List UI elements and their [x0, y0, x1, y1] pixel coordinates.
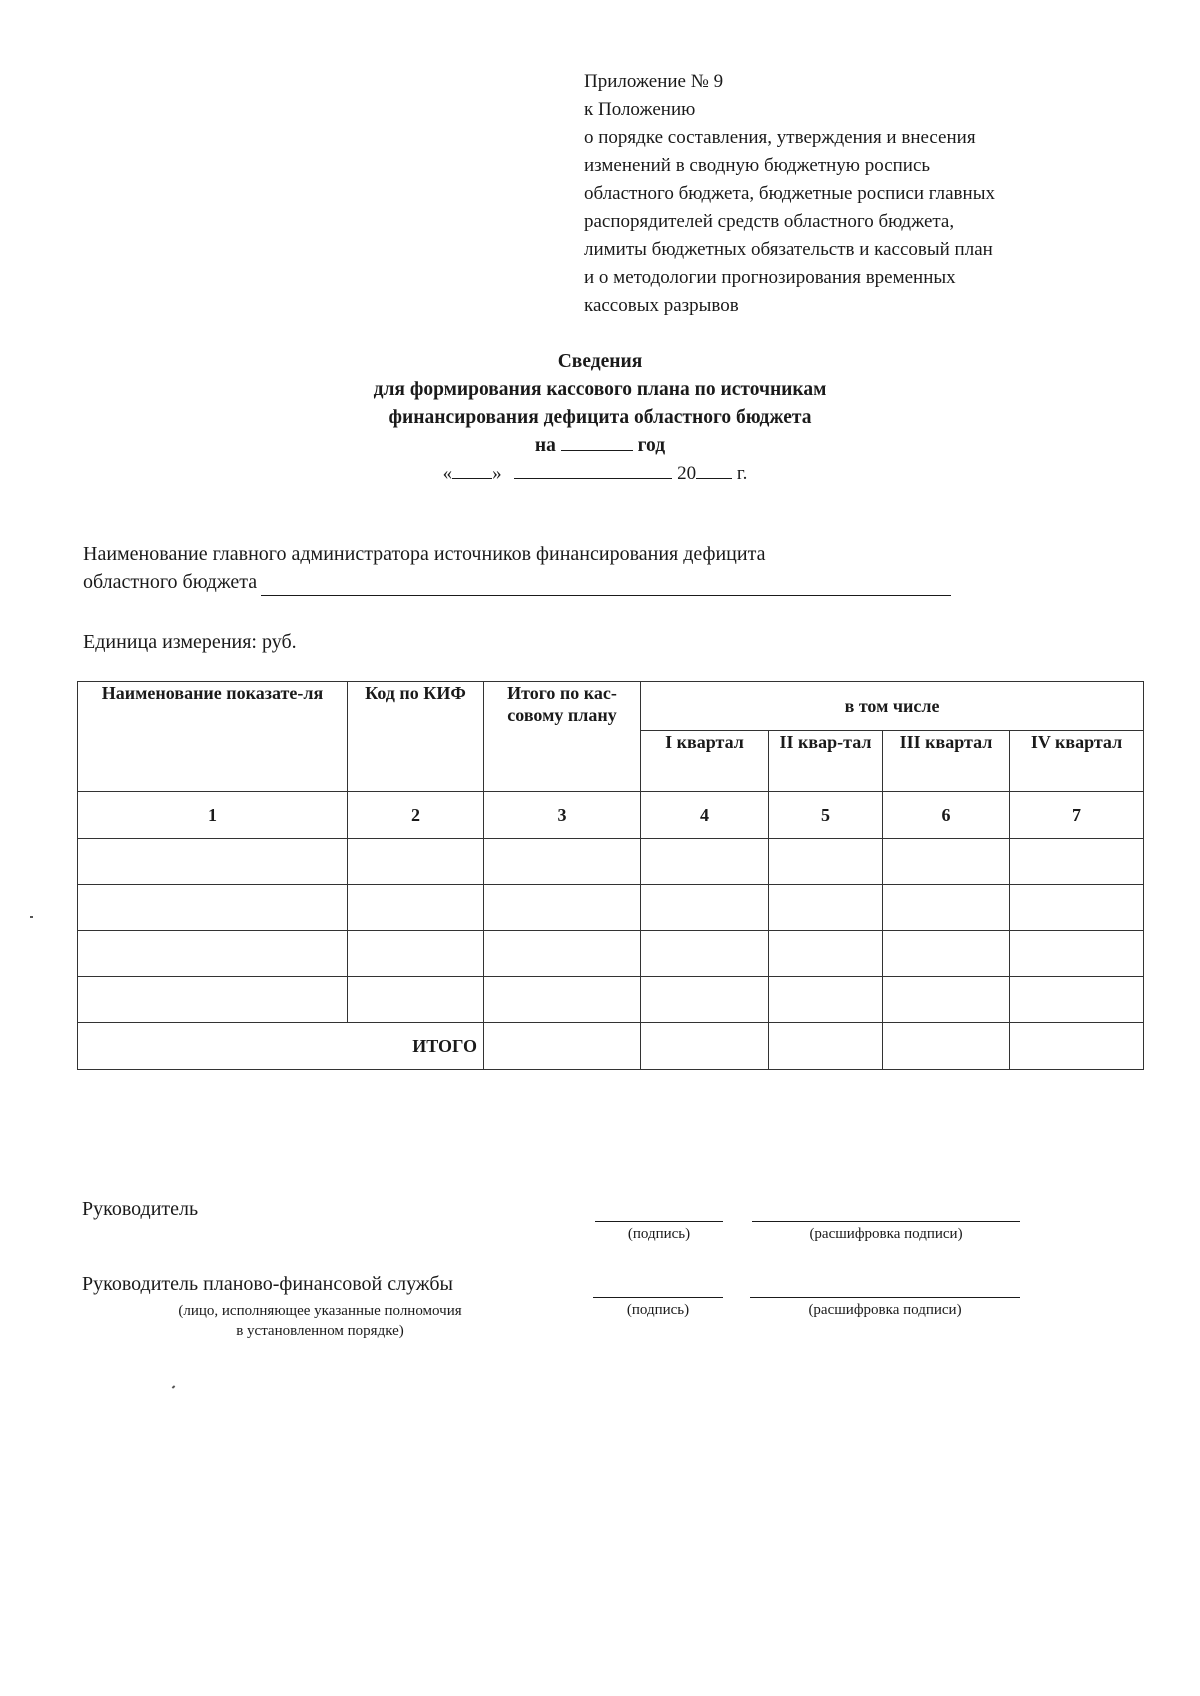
planning-head-note: [110, 1301, 530, 1341]
administrator-label-line1: Наименование главного администратора источников финансирования дефицита: [83, 543, 766, 565]
date-year-prefix: 20: [677, 463, 697, 484]
table-cell: [641, 839, 769, 885]
table-cell: [78, 931, 348, 977]
table-cell: [641, 977, 769, 1023]
column-number: 3: [484, 792, 641, 839]
table-cell: [1010, 1023, 1144, 1070]
administrator-blank: [261, 575, 951, 596]
header-kif: Код по КИФ: [348, 682, 484, 792]
title-year-line: [0, 432, 1200, 460]
table-cell: [484, 1023, 641, 1070]
appendix-line: распорядителей средств областного бюджета,: [584, 211, 955, 232]
table-cell: [883, 839, 1010, 885]
date-line: [0, 460, 1190, 488]
header-q4: IV квартал: [1010, 731, 1144, 792]
table-cell: [883, 1023, 1010, 1070]
head-signature-slot: [595, 1221, 723, 1243]
cash-plan-table: [77, 681, 1144, 1070]
table-cell: [883, 931, 1010, 977]
table-cell: [883, 977, 1010, 1023]
table-header-row: [78, 682, 1144, 731]
appendix-line: изменений в сводную бюджетную роспись: [584, 155, 931, 176]
table-row: [78, 885, 1144, 931]
table-cell: [1010, 885, 1144, 931]
month-blank: [514, 460, 672, 479]
table-cell: [484, 885, 641, 931]
decoding-line: [752, 1221, 1020, 1222]
table-cell: [641, 1023, 769, 1070]
scan-speck: [30, 916, 33, 918]
table-cell: [769, 1023, 883, 1070]
column-number: 1: [78, 792, 348, 839]
appendix-line: областного бюджета, бюджетные росписи главных: [584, 183, 995, 204]
signature-line: [595, 1221, 723, 1222]
year-digits-blank: [696, 460, 732, 479]
header-total: Итого по кас-совому плану: [484, 682, 641, 792]
planning-head-signature-label: Руководитель планово-финансовой службы: [82, 1273, 453, 1295]
table-cell: [484, 977, 641, 1023]
appendix-line: к Положению: [584, 99, 696, 120]
table-cell: [769, 839, 883, 885]
table-row: [78, 839, 1144, 885]
appendix-reference: [584, 68, 1144, 320]
administrator-label-line2: областного бюджета: [83, 571, 258, 593]
table-cell: [641, 931, 769, 977]
planning-decoding-slot: [750, 1297, 1020, 1319]
planning-signature-slot: [593, 1297, 723, 1319]
administrator-field: [83, 540, 1083, 596]
appendix-line: о порядке составления, утверждения и внесения: [584, 127, 976, 148]
date-close-quote: »: [492, 463, 502, 484]
title-line: Сведения: [557, 351, 643, 372]
appendix-line: кассовых разрывов: [584, 295, 739, 316]
table-cell: [348, 885, 484, 931]
table-cell: [78, 839, 348, 885]
header-q2: II квар-тал: [769, 731, 883, 792]
table-cell: [78, 885, 348, 931]
header-including: в том числе: [641, 682, 1144, 731]
column-number: 5: [769, 792, 883, 839]
document-title: [0, 348, 1200, 460]
signature-caption: (подпись): [626, 1302, 690, 1318]
header-q1: I квартал: [641, 731, 769, 792]
table-cell: [78, 977, 348, 1023]
day-blank: [452, 460, 492, 479]
decoding-line: [750, 1297, 1020, 1298]
planning-note-line: (лицо, исполняющее указанные полномочия: [178, 1303, 462, 1319]
table-cell: [484, 839, 641, 885]
scan-speck: [172, 1385, 176, 1388]
administrator-label-row: [83, 568, 1083, 596]
table-cell: [641, 885, 769, 931]
column-number: 6: [883, 792, 1010, 839]
column-number: 7: [1010, 792, 1144, 839]
header-q3: III квартал: [883, 731, 1010, 792]
date-open-quote: «: [442, 463, 453, 484]
title-year-suffix: год: [637, 435, 666, 456]
unit-of-measure: Единица измерения: руб.: [83, 631, 297, 653]
decoding-caption: (расшифровка подписи): [808, 1302, 962, 1318]
title-year-prefix: на: [534, 435, 556, 456]
total-label: ИТОГО: [78, 1023, 484, 1070]
date-year-suffix: г.: [736, 463, 748, 484]
table-cell: [883, 885, 1010, 931]
table-cell: [348, 977, 484, 1023]
year-blank: [561, 432, 633, 451]
title-line: для формирования кассового плана по источникам: [373, 379, 827, 400]
table-cell: [348, 931, 484, 977]
table-cell: [484, 931, 641, 977]
table-cell: [348, 839, 484, 885]
head-decoding-slot: [752, 1221, 1020, 1243]
column-number-row: [78, 792, 1144, 839]
signature-line: [593, 1297, 723, 1298]
appendix-line: Приложение № 9: [584, 71, 724, 92]
head-signature-label: Руководитель: [82, 1198, 199, 1220]
table-row: [78, 977, 1144, 1023]
table-cell: [769, 885, 883, 931]
decoding-caption: (расшифровка подписи): [809, 1226, 963, 1242]
table-cell: [1010, 839, 1144, 885]
planning-note-line: в установленном порядке): [236, 1323, 404, 1339]
total-row: [78, 1023, 1144, 1070]
header-name: Наименование показате-ля: [78, 682, 348, 792]
appendix-line: и о методологии прогнозирования временных: [584, 267, 956, 288]
table-cell: [1010, 977, 1144, 1023]
table-row: [78, 931, 1144, 977]
table-cell: [769, 931, 883, 977]
table-cell: [769, 977, 883, 1023]
appendix-line: лимиты бюджетных обязательств и кассовый план: [584, 239, 993, 260]
signature-caption: (подпись): [627, 1226, 691, 1242]
table-cell: [1010, 931, 1144, 977]
title-line: финансирования дефицита областного бюджета: [388, 407, 812, 428]
column-number: 4: [641, 792, 769, 839]
column-number: 2: [348, 792, 484, 839]
